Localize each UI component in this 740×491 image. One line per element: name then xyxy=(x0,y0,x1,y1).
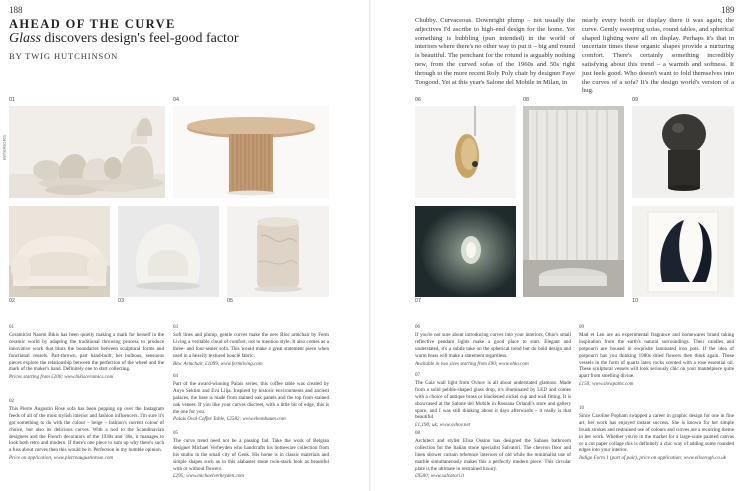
caption-09 xyxy=(579,324,734,388)
caption-number: 08 xyxy=(415,430,421,436)
caption-info: Palais Oval Coffee Table, £2582; www.eleonbaum.com xyxy=(173,416,286,423)
image-number-08: 08 xyxy=(523,97,529,103)
image-number-09: 09 xyxy=(632,97,638,103)
caption-07 xyxy=(415,372,571,429)
caption-text: Mad et Len are an experimental fragrance and homewares brand taking inspiration from the earth's natural surroundings. Their candles and potpourri are housed in exquisite laminated iron pots. If the idea of potpourri has you thinking 1980s dried flowers then think again. These vessels in the form of quartz latex rocks scented with a rose essential oil. These sculptural vessels will look seriously chic on your mantelpiece quite apart from smelling divine. xyxy=(579,331,734,380)
caption-10 xyxy=(579,405,734,462)
subtitle-rest: discovers design's feel-good factor xyxy=(40,31,239,46)
photo-oval-coffee-table xyxy=(173,106,329,198)
intro-column-right: nearly every booth or display there it was again; the curve. Gently sweeping sofas, round tables, and spherical shaped lighting were all on display. Perhaps it's that in uncertain times these organic shapes provide a nurturing comfort. There's certainly something incredibly satisfying about this trend – a warmth and softness. It just feels good. Who doesn't want to fold themselves into the curves of a sofa? It's the design world's version of a hug. xyxy=(582,17,734,95)
article-subtitle xyxy=(9,31,239,47)
photo-curved-sofa xyxy=(9,206,110,297)
page-spine xyxy=(369,0,371,491)
caption-number: 01 xyxy=(9,324,15,330)
caption-text: Architect and stylist Elisa Ossino has designed the Sabaus bathroom collection for the Italian stone specialist Salvatori. The chevron floor and linen shower curtain reference interiors of old while the minimalist use of marble simultaneously makes this a perfectly modern piece. This circular plate is the ultimate in restrained luxury. xyxy=(415,437,571,472)
image-number-03: 03 xyxy=(118,298,124,304)
caption-text: Ceramicist Naomi Bikis has been quietly making a mark for herself in the ceramic world by adapting the traditional throwing process to produce innovative work that blurs the boundaries between sculptural forms and functional vessels. Part-thrown, part hand-built, her bulbous, sensuous pieces explore the relationship between the perfection of the wheel and the mark of the maker's hand. Definitely one to start collecting. xyxy=(9,331,164,373)
caption-01 xyxy=(9,324,164,381)
caption-info: Prices starting from £200; www.bikisceramics.com xyxy=(9,374,114,381)
image-number-04: 04 xyxy=(173,97,179,103)
intro-column-left: Chubby. Curvaceous. Downright plump – not usually the adjectives I'd ascribe to high-end design for the home. Yet something is bubbling (pun intended) in the world of interiors where there's no other way to put it – big and round is beautiful. The penchant for the rotund is arguably nothing new, from the curved sofas of the 1960s and 50s right through to the more recent Roly Poly chair by designer Faye Toogood. Yet at this year's Salone del Mobile in Milan, in xyxy=(415,17,575,86)
caption-info: £150; www.slowpaths.com xyxy=(579,381,634,388)
caption-number: 06 xyxy=(415,324,421,330)
caption-text: The Gaia wall light from Ovhov is all about understated glamour. Made from a solid pebble-shaped glass drop, it's illuminated by LED and comes with a choice of antique brass or blackened nickel cup and wall fitting. It is showcased at the Salone del Mobile in Rossana Orlandi's store and gallery space, and I was still thinking about it days afterwards – it really is that beautiful. xyxy=(415,379,571,421)
article-title: AHEAD OF THE CURVE xyxy=(9,17,176,31)
caption-04 xyxy=(173,373,329,423)
caption-text: Part of the award-winning Palais series, this coffee table was created by Anyo Sektim and Eva Lilja. Inspired by historic environments and ancient palaces, the base is made from stained oak panels and the top from stained oak veneer. If you like your curves discreet, with a little bit of edge, this is the one for you. xyxy=(173,380,329,415)
caption-text: If you're not sure about introducing curves into your interiors, Ohio's small reflective pendant lights make a good place to start. Elegant and understated, it's a subtle take on the spherical trend but do bold design and warm brass will make a statement regardless. xyxy=(415,331,571,359)
caption-number: 03 xyxy=(173,324,179,330)
caption-08 xyxy=(415,430,571,480)
caption-number: 05 xyxy=(173,430,179,436)
section-label: INTERIORS xyxy=(2,134,7,160)
article-byline: BY TWIG HUTCHINSON xyxy=(9,51,119,61)
caption-info: Indigo Form 1 (part of pair), price on application; www.ellsorogh.co.uk xyxy=(579,455,726,462)
caption-05 xyxy=(173,430,329,480)
caption-info: Available in two sizes starting from £90; www.ohio.com xyxy=(415,360,529,367)
photo-bloc-armchair xyxy=(118,206,219,297)
image-number-02: 02 xyxy=(9,298,15,304)
caption-info: £295; www.michaelverheyden.com xyxy=(173,473,244,480)
image-number-05: 05 xyxy=(227,298,233,304)
photo-iron-vessel xyxy=(632,106,734,198)
caption-info: £1,190; uk; www.ovhov.net xyxy=(415,422,471,429)
caption-number: 02 xyxy=(9,398,15,404)
caption-text: Soft lines and plump, gentle curves make the new Bloc armchair by Ferm Living a veritable cloud of comfort, not to mention style. It also comes as a three- and four-seater sofa. This would make a great statement piece when used in a heavily textured bouclé fabric. xyxy=(173,331,329,359)
caption-number: 07 xyxy=(415,372,421,378)
caption-02 xyxy=(9,398,164,462)
photo-gaia-wall-light xyxy=(415,206,516,297)
image-number-01: 01 xyxy=(9,97,15,103)
caption-number: 09 xyxy=(579,324,585,330)
image-number-07: 07 xyxy=(415,298,421,304)
page-number-right: 189 xyxy=(721,5,735,15)
caption-info: Bloc Armchair, £1099; www.fermliving.com xyxy=(173,360,263,367)
caption-info: Price on application; www.pierreaugustinrose.com xyxy=(9,455,114,462)
image-number-10: 10 xyxy=(632,298,638,304)
caption-number: 10 xyxy=(579,405,585,411)
caption-info: £9500; www.salvatori.it xyxy=(415,473,465,480)
caption-03 xyxy=(173,324,329,367)
image-number-06: 06 xyxy=(415,97,421,103)
page-number-left: 188 xyxy=(9,5,23,15)
caption-text: The curve trend need not be a passing fad. Take the work of Belgian designer Michael Verheyden who handcrafts his homeware collection from his studio in the small city of Genk. His home is in classic materials and simple shapes such as in this alabaster stone twin-stack look as beautiful with or without flowers. xyxy=(173,437,329,472)
subtitle-italic: Glass xyxy=(9,31,41,46)
caption-text: This Pierre Augustin Rose sofa has been popping up over the Instagram feeds of all of the most stylish interior and fashion influencers. I'm sure it's got something to do with the colour – beige – fashion's current colour of choice, but also its delicious curves. With a nod to the Scandinavian designers and the French decorators of the 1930s and '40s, it manages to look both retro and modern. If there's one piece to sum up why there's such a fuss about curves then this would be it. Perfection in my humble opinion. xyxy=(9,405,164,454)
photo-ceramic-vessels xyxy=(9,106,165,198)
photo-indigo-painting xyxy=(632,206,734,297)
caption-06 xyxy=(415,324,571,367)
photo-shower-curtain xyxy=(523,106,624,297)
caption-text: Since Caroline Popham swapped a career in graphic design for one in fine art, her work has enjoyed instant success. She is known for her simple brush strokes and restrained use of colours and curves are a recurring theme in her work. Whether you're in the market for a large-scale painted canvas or a cut paper collage this is definitely a chic way of adding some rounded edges into your interior. xyxy=(579,412,734,454)
photo-alabaster-vase xyxy=(227,206,329,297)
caption-number: 04 xyxy=(173,373,179,379)
photo-brass-pendant xyxy=(415,106,516,198)
